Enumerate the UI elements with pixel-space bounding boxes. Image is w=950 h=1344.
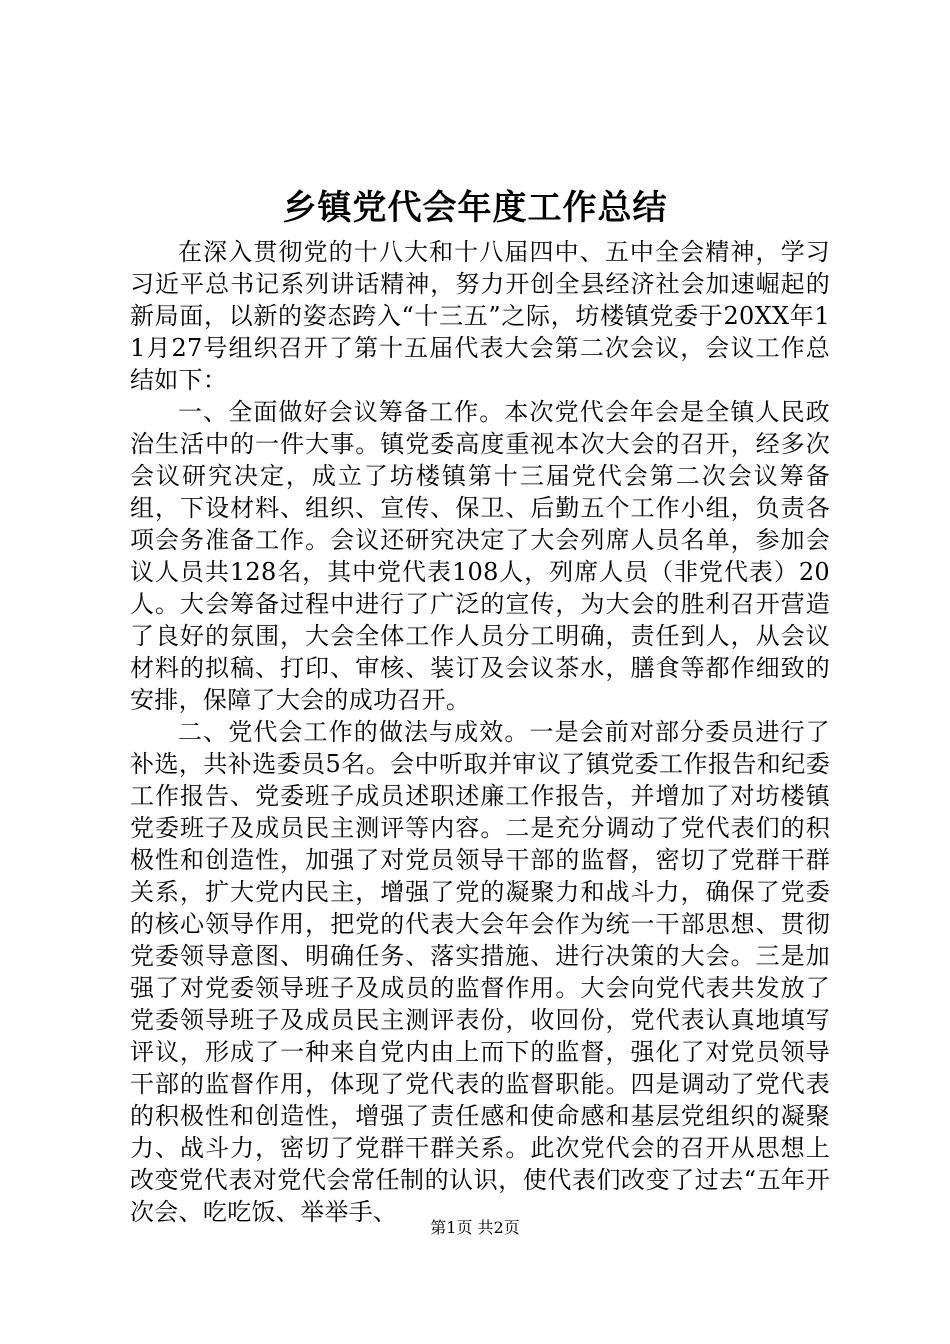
paragraph-section-one: 一、全面做好会议筹备工作。本次党代会年会是全镇人民政治生活中的一件大事。镇党委高度重视本次大会的召开，经多次会议研究决定，成立了坊楼镇第十三届党代会第二次会议筹备组，下设材料、组织、宣传、保卫、后勤五个工作小组，负责各项会务准备工作。会议还研究决定了大会列席人员名单，参加会议人员共128名，其中党代表108人，列席人员（非党代表）20人。大会筹备过程中进行了广泛的宣传，为大会的胜利召开营造了良好的氛围，大会全体工作人员分工明确，责任到人，从会议材料的拟稿、打印、审核、装订及会议茶水，膳食等都作细致的安排，保障了大会的成功召开。 — [130, 398, 830, 714]
paragraph-intro: 在深入贯彻党的十八大和十八届四中、五中全会精神，学习习近平总书记系列讲话精神，努力开创全县经济社会加速崛起的新局面，以新的姿态跨入“十三五”之际，坊楼镇党委于20XX年11月27号组织召开了第十五届代表大会第二次会议，会议工作总结如下： — [130, 238, 830, 394]
paragraph-section-two: 二、党代会工作的做法与成效。一是会前对部分委员进行了补选，共补选委员5名。会中听取并审议了镇党委工作报告和纪委工作报告、党委班子成员述职述廉工作报告，并增加了对坊楼镇党委班子及成员民主测评等内容。二是充分调动了党代表们的积极性和创造性，加强了对党员领导干部的监督，密切了党群干群关系，扩大党内民主，增强了党的凝聚力和战斗力，确保了党委的核心领导作用，把党的代表大会年会作为统一干部思想、贯彻党委领导意图、明确任务、落实措施、进行决策的大会。三是加强了对党委领导班子及成员的监督作用。大会向党代表共发放了党委领导班子及成员民主测评表份，收回份，党代表认真地填写评议，形成了一种来自党内由上而下的监督，强化了对党员领导干部的监督作用，体现了党代表的监督职能。四是调动了党代表的积极性和创造性，增强了责任感和使命感和基层党组织的凝聚力、战斗力，密切了党群干群关系。此次党代会的召开从思想上改变党代表对党代会常任制的认识，使代表们改变了过去“五年开次会、吃吃饭、举举手、 — [130, 718, 830, 1226]
document-body — [130, 236, 830, 1228]
page-footer: 第1页 共2页 — [430, 1218, 520, 1237]
document-title: 乡镇党代会年度工作总结 — [282, 188, 668, 228]
